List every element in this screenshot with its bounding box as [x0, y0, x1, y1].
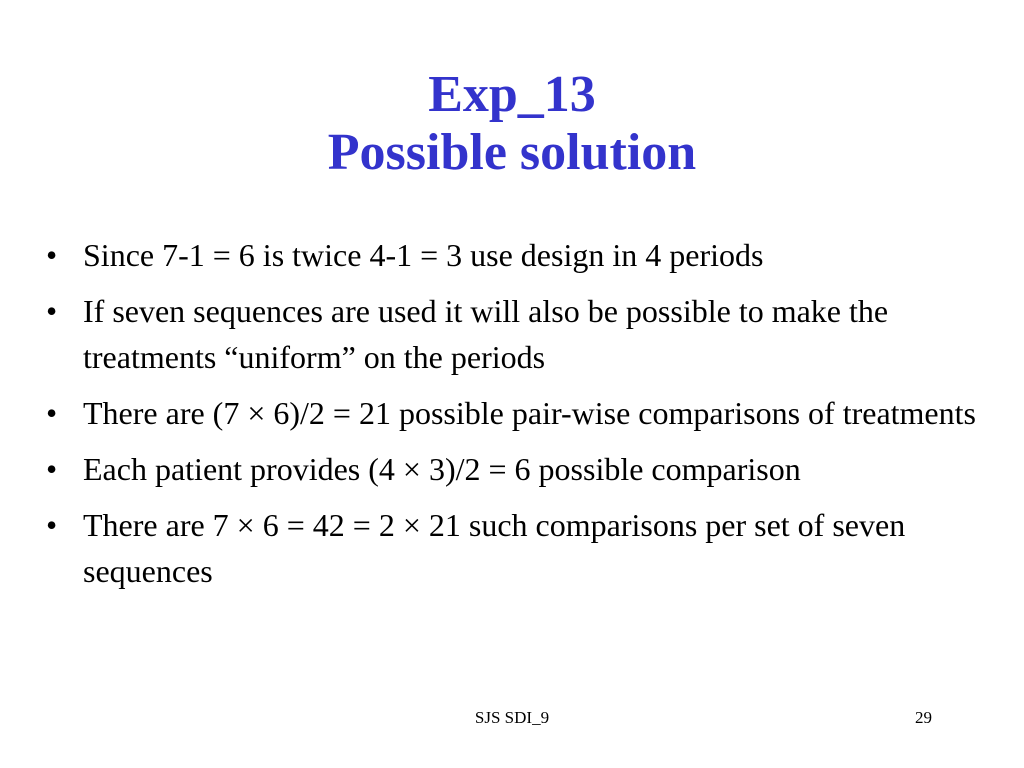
- bullet-text: Since 7-1 = 6 is twice 4-1 = 3 use design in 4 periods: [83, 237, 764, 273]
- slide-title: [0, 66, 1024, 182]
- page-number: 29: [915, 708, 932, 727]
- slide-title-line-1: Exp_13: [428, 66, 596, 123]
- bullet-icon: •: [46, 237, 58, 273]
- bullet-item: [0, 502, 1024, 594]
- slide-title-line-2: Possible solution: [327, 124, 697, 181]
- bullet-icon: •: [46, 507, 58, 543]
- bullet-list: [0, 232, 1024, 604]
- bullet-icon: •: [46, 395, 58, 431]
- bullet-item: [0, 288, 1024, 380]
- bullet-icon: •: [46, 451, 58, 487]
- footer-text: SJS SDI_9: [474, 708, 550, 727]
- bullet-text: There are 7 × 6 = 42 = 2 × 21 such comparisons per set of seven sequences: [83, 507, 906, 589]
- bullet-text: Each patient provides (4 × 3)/2 = 6 possible comparison: [83, 451, 801, 487]
- bullet-text: If seven sequences are used it will also be possible to make the treatments “uniform” on the periods: [83, 293, 889, 375]
- bullet-item: [0, 446, 1024, 492]
- bullet-icon: •: [46, 293, 58, 329]
- bullet-item: [0, 232, 1024, 278]
- bullet-text: There are (7 × 6)/2 = 21 possible pair-wise comparisons of treatments: [83, 395, 976, 431]
- bullet-item: [0, 390, 1024, 436]
